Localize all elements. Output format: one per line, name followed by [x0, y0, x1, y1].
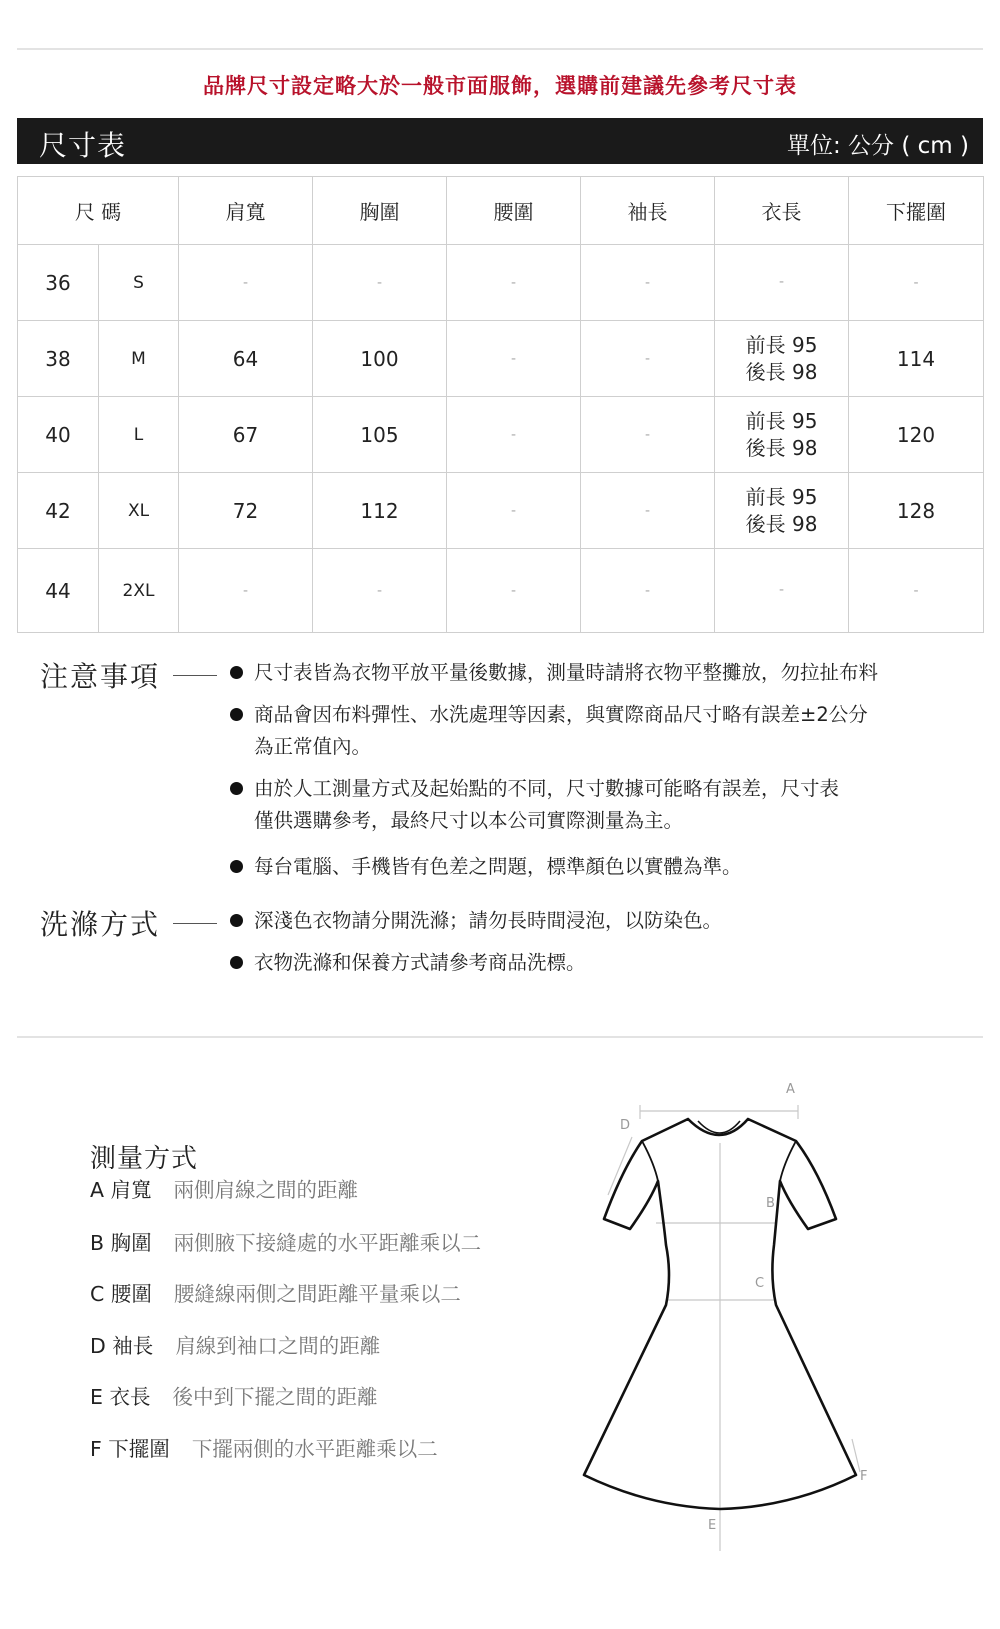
notes-list — [230, 657, 970, 883]
measure-key: C 腰圍 — [90, 1282, 152, 1306]
unit-label: 單位: 公分 ( cm ) — [787, 133, 969, 159]
measure-row — [90, 1380, 377, 1410]
table-cell: - — [179, 245, 313, 321]
list-item-text: 尺寸表皆為衣物平放平量後數據，測量時請將衣物平整攤放，勿拉扯布料 — [254, 661, 879, 684]
table-cell: 67 — [179, 397, 313, 473]
length-line: 後長 98 — [745, 511, 818, 536]
table-cell: - — [581, 473, 715, 549]
table-cell: - — [447, 473, 581, 549]
bullet-icon — [230, 860, 243, 873]
table-cell: 128 — [849, 473, 984, 549]
header-chest: 胸圍 — [313, 177, 447, 245]
list-item — [230, 699, 970, 763]
table-row — [18, 473, 984, 549]
list-item-text: 深淺色衣物請分開洗滌；請勿長時間浸泡，以防染色。 — [254, 909, 723, 932]
list-item-text: 商品會因布料彈性、水洗處理等因素，與實際商品尺寸略有誤差±2公分 為正常值內。 — [254, 703, 868, 758]
table-cell: S — [99, 245, 179, 321]
table-cell: 112 — [313, 473, 447, 549]
length-line: 後長 98 — [745, 359, 818, 384]
list-item-text: 由於人工測量方式及起始點的不同，尺寸數據可能略有誤差，尺寸表 僅供選購參考，最終尺寸以本公司實際測量為主。 — [254, 777, 840, 832]
list-item — [230, 773, 970, 837]
bullet-icon — [230, 666, 243, 679]
diagram-label-d: D — [620, 1118, 631, 1133]
table-cell: - — [849, 245, 984, 321]
table-cell: - — [313, 245, 447, 321]
measure-desc: 肩線到袖口之間的距離 — [175, 1334, 381, 1358]
table-cell: 38 — [18, 321, 99, 397]
measure-key: E 衣長 — [90, 1385, 151, 1409]
length-line: 前長 95 — [745, 484, 818, 509]
measure-row — [90, 1432, 438, 1462]
table-row — [18, 245, 984, 321]
washing-title-line — [173, 923, 217, 924]
bullet-icon — [230, 782, 243, 795]
measure-desc: 腰縫線兩側之間距離平量乘以二 — [173, 1282, 461, 1306]
header-waist: 腰圍 — [447, 177, 581, 245]
measure-row — [90, 1329, 380, 1359]
measure-desc: 下擺兩側的水平距離乘以二 — [191, 1437, 438, 1461]
table-cell: 36 — [18, 245, 99, 321]
measure-key: B 胸圍 — [90, 1231, 152, 1255]
bullet-icon — [230, 956, 243, 969]
measure-desc: 兩側腋下接縫處的水平距離乘以二 — [173, 1231, 482, 1255]
table-cell: - — [581, 245, 715, 321]
table-cell: 114 — [849, 321, 984, 397]
table-cell: - — [313, 549, 447, 633]
table-cell: - — [447, 397, 581, 473]
list-item — [230, 851, 970, 883]
size-table — [17, 176, 984, 633]
diagram-label-e: E — [708, 1518, 717, 1533]
list-item — [230, 947, 970, 979]
table-cell: 2XL — [99, 549, 179, 633]
bullet-icon — [230, 708, 243, 721]
header-length: 衣長 — [715, 177, 849, 245]
measure-key: D 袖長 — [90, 1334, 154, 1358]
table-cell: XL — [99, 473, 179, 549]
table-cell — [715, 549, 849, 633]
table-cell: 64 — [179, 321, 313, 397]
measure-desc: 兩側肩線之間的距離 — [173, 1178, 359, 1202]
table-cell: L — [99, 397, 179, 473]
table-cell: 72 — [179, 473, 313, 549]
list-item — [230, 905, 970, 937]
length-line: 前長 95 — [745, 332, 818, 357]
table-row — [18, 549, 984, 633]
table-cell: 42 — [18, 473, 99, 549]
length-line: - — [778, 582, 785, 598]
size-chart-title: 尺寸表 — [39, 129, 127, 162]
notes-title: 注意事項 — [40, 660, 161, 693]
measure-key: F 下擺圍 — [90, 1437, 170, 1461]
header-shoulder: 肩寬 — [179, 177, 313, 245]
bullet-icon — [230, 914, 243, 927]
measure-key: A 肩寬 — [90, 1178, 152, 1202]
diagram-label-f: F — [860, 1469, 868, 1484]
table-cell — [715, 397, 849, 473]
table-row — [18, 321, 984, 397]
length-line: 後長 98 — [745, 435, 818, 460]
length-line: 前長 95 — [745, 408, 818, 433]
header-hem: 下擺圍 — [849, 177, 984, 245]
measure-row — [90, 1277, 461, 1307]
table-cell — [715, 473, 849, 549]
washing-title: 洗滌方式 — [40, 908, 161, 941]
length-line: - — [778, 274, 785, 290]
diagram-label-c: C — [755, 1276, 765, 1291]
header-sleeve: 袖長 — [581, 177, 715, 245]
size-notice: 品牌尺寸設定略大於一般市面服飾，選購前建議先參考尺寸表 — [203, 74, 797, 98]
diagram-label-b: B — [766, 1196, 775, 1211]
notes-title-line — [173, 675, 217, 676]
list-item — [230, 657, 970, 689]
table-cell — [715, 321, 849, 397]
top-divider — [17, 48, 983, 50]
table-cell: M — [99, 321, 179, 397]
table-cell: - — [581, 397, 715, 473]
table-cell: - — [581, 549, 715, 633]
table-header-row — [18, 177, 984, 245]
size-chart-header — [17, 118, 983, 164]
measure-desc: 後中到下擺之間的距離 — [172, 1385, 378, 1409]
measure-title: 測量方式 — [90, 1144, 199, 1174]
table-row — [18, 397, 984, 473]
dress-diagram — [580, 1082, 880, 1575]
list-item-text: 衣物洗滌和保養方式請參考商品洗標。 — [254, 951, 586, 974]
measure-row — [90, 1173, 358, 1203]
table-cell: - — [179, 549, 313, 633]
measure-row — [90, 1226, 481, 1256]
table-cell: - — [849, 549, 984, 633]
section-divider — [17, 1036, 983, 1038]
table-cell: - — [581, 321, 715, 397]
table-cell: 120 — [849, 397, 984, 473]
table-cell — [715, 245, 849, 321]
table-cell: 44 — [18, 549, 99, 633]
list-item-text: 每台電腦、手機皆有色差之問題，標準顏色以實體為準。 — [254, 855, 742, 878]
washing-list — [230, 905, 970, 979]
table-cell: 105 — [313, 397, 447, 473]
armhole-left — [642, 1141, 658, 1181]
table-cell: 40 — [18, 397, 99, 473]
table-cell: - — [447, 321, 581, 397]
armhole-right — [780, 1141, 796, 1181]
table-cell: - — [447, 245, 581, 321]
table-cell: 100 — [313, 321, 447, 397]
header-size: 尺 碼 — [18, 177, 179, 245]
diagram-label-a: A — [786, 1082, 795, 1097]
table-cell: - — [447, 549, 581, 633]
